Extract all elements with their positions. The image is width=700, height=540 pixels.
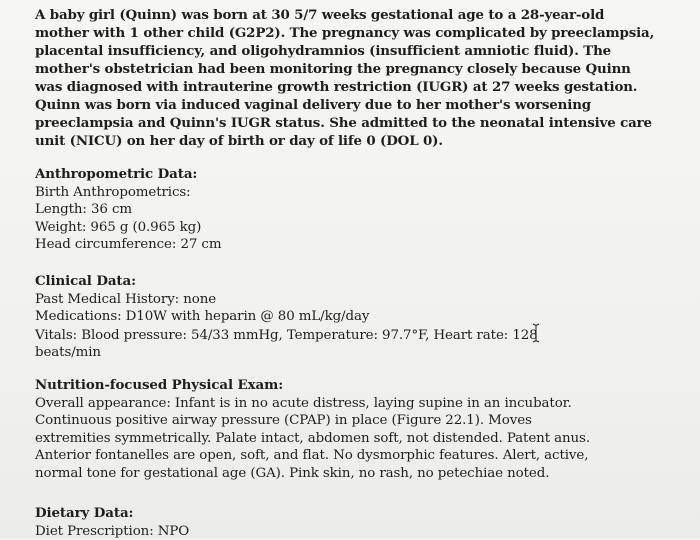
case-introduction: [35, 6, 675, 150]
clinical-heading: Clinical Data:: [35, 273, 675, 291]
intro-line: was diagnosed with intrauterine growth restriction (IUGR) at 27 weeks gestation.: [35, 79, 637, 95]
text-cursor-icon: [532, 326, 540, 342]
clinical-section: [35, 273, 675, 362]
dietary-section: [35, 505, 675, 540]
birth-anthropometrics-label: Birth Anthropometrics:: [35, 184, 675, 202]
intro-line: preeclampsia and Quinn's IUGR status. She admitted to the neonatal intensive care: [35, 115, 652, 131]
length-value: Length: 36 cm: [35, 201, 675, 219]
anthropometric-heading: Anthropometric Data:: [35, 166, 675, 184]
diet-prescription: Diet Prescription: NPO: [35, 523, 675, 540]
vitals-line: [35, 326, 675, 345]
anthropometric-section: [35, 166, 675, 254]
intro-line: mother's obstetrician had been monitoring the pregnancy closely because Quinn: [35, 61, 631, 77]
intro-line: A baby girl (Quinn) was born at 30 5/7 weeks gestational age to a 28-year-old: [35, 7, 604, 23]
physical-exam-section: [35, 377, 675, 482]
weight-value: Weight: 965 g (0.965 kg): [35, 219, 675, 237]
physical-exam-heading: Nutrition-focused Physical Exam:: [35, 377, 675, 395]
intro-line: unit (NICU) on her day of birth or day of life 0 (DOL 0).: [35, 133, 443, 149]
exam-line: Anterior fontanelles are open, soft, and flat. No dysmorphic features. Alert, active,: [35, 447, 675, 465]
past-medical-history: Past Medical History: none: [35, 291, 675, 309]
dietary-heading: Dietary Data:: [35, 505, 675, 523]
exam-line: Overall appearance: Infant is in no acute distress, laying supine in an incubator.: [35, 395, 675, 413]
vitals-continued: beats/min: [35, 344, 675, 362]
exam-line: normal tone for gestational age (GA). Pink skin, no rash, no petechiae noted.: [35, 465, 675, 483]
intro-line: mother with 1 other child (G2P2). The pregnancy was complicated by preeclampsia,: [35, 25, 654, 41]
medications: Medications: D10W with heparin @ 80 mL/kg/day: [35, 308, 675, 326]
exam-line: Continuous positive airway pressure (CPAP) in place (Figure 22.1). Moves: [35, 412, 675, 430]
vitals: Vitals: Blood pressure: 54/33 mmHg, Temperature: 97.7°F, Heart rate: 128: [35, 328, 538, 343]
intro-line: placental insufficiency, and oligohydramnios (insufficient amniotic fluid). The: [35, 43, 611, 59]
exam-line: extremities symmetrically. Palate intact, abdomen soft, not distended. Patent anus.: [35, 430, 675, 448]
intro-line: Quinn was born via induced vaginal delivery due to her mother's worsening: [35, 97, 591, 113]
head-circumference-value: Head circumference: 27 cm: [35, 236, 675, 254]
